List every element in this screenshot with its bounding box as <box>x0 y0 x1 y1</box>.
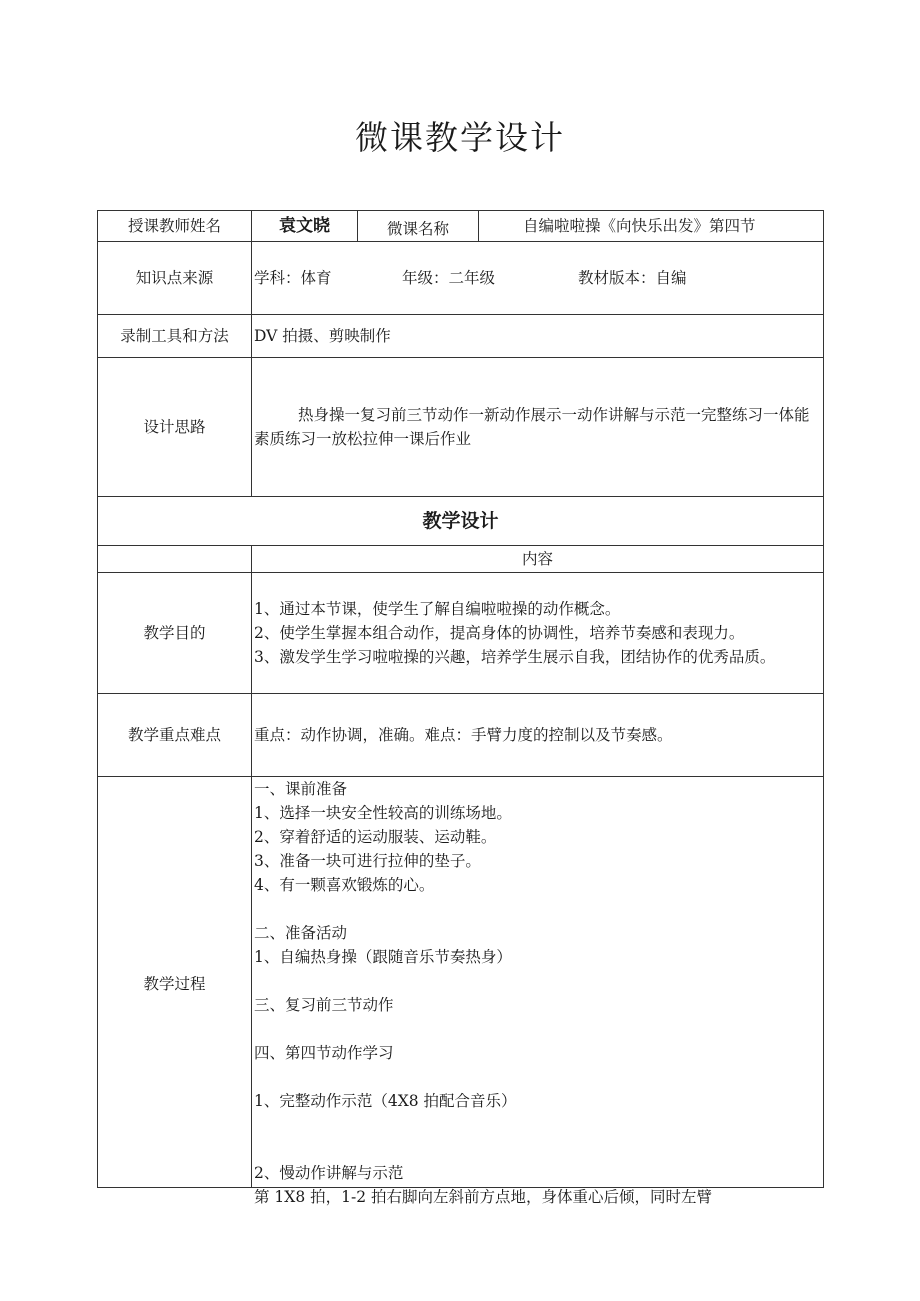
key-points-value: 重点：动作协调，准确。难点：手臂力度的控制以及节奏感。 <box>252 694 824 777</box>
process-line: 4、有一颗喜欢锻炼的心。 <box>254 876 435 894</box>
content-header-row <box>98 546 824 573</box>
objectives-label: 教学目的 <box>98 573 252 694</box>
section-heading-row <box>98 497 824 546</box>
process-line: 二、准备活动 <box>254 924 348 942</box>
objective-line: 1、通过本节课，使学生了解自编啦啦操的动作概念。 <box>254 600 621 618</box>
process-blank-line <box>254 969 823 993</box>
source-value <box>252 242 824 315</box>
lesson-design-table <box>97 210 824 1206</box>
empty-header-cell <box>98 546 252 573</box>
process-line: 1、选择一块安全性较高的训练场地。 <box>254 804 512 822</box>
process-row <box>98 777 824 1188</box>
process-blank-line <box>254 1065 823 1089</box>
process-lines <box>254 777 823 1206</box>
subject-text: 学科：体育 <box>254 269 332 287</box>
process-blank-line <box>254 897 823 921</box>
design-row <box>98 358 824 497</box>
process-value <box>252 777 824 1206</box>
content-header: 内容 <box>252 546 824 573</box>
source-label: 知识点来源 <box>98 242 252 315</box>
process-line: 四、第四节动作学习 <box>254 1044 394 1062</box>
objective-line: 2、使学生掌握本组合动作，提高身体的协调性，培养节奏感和表现力。 <box>254 624 745 642</box>
course-name: 自编啦啦操《向快乐出发》第四节 <box>479 211 824 242</box>
key-points-row <box>98 694 824 777</box>
section-heading: 教学设计 <box>98 497 824 546</box>
process-line: 三、复习前三节动作 <box>254 996 394 1014</box>
teacher-name: 袁文晓 <box>252 211 358 242</box>
objective-line: 3、激发学生学习啦啦操的兴趣，培养学生展示自我，团结协作的优秀品质。 <box>254 648 776 666</box>
objectives-value <box>252 573 824 694</box>
process-blank-line <box>254 1113 823 1137</box>
process-label-cell <box>98 777 252 1188</box>
process-line: 2、慢动作讲解与示范 <box>254 1164 404 1182</box>
process-line: 一、课前准备 <box>254 780 348 798</box>
teacher-row <box>98 211 824 242</box>
process-blank-line <box>254 1017 823 1041</box>
process-line: 1、完整动作示范（4X8 拍配合音乐） <box>254 1092 517 1110</box>
process-line: 1、自编热身操（跟随音乐节奏热身） <box>254 948 512 966</box>
source-row <box>98 242 824 315</box>
process-line: 第 1X8 拍，1-2 拍右脚向左斜前方点地，身体重心后倾，同时左臂 <box>254 1188 713 1206</box>
design-value: 热身操一复习前三节动作一新动作展示一动作讲解与示范一完整练习一体能素质练习一放松拉伸一课后作业 <box>252 358 824 497</box>
key-points-label: 教学重点难点 <box>98 694 252 777</box>
objectives-row <box>98 573 824 694</box>
tools-row <box>98 315 824 358</box>
process-line: 3、准备一块可进行拉伸的垫子。 <box>254 852 481 870</box>
teacher-label: 授课教师姓名 <box>98 211 252 242</box>
design-label: 设计思路 <box>98 358 252 497</box>
page-title: 微课教学设计 <box>355 118 565 157</box>
process-line: 2、穿着舒适的运动服装、运动鞋。 <box>254 828 497 846</box>
tools-label: 录制工具和方法 <box>98 315 252 358</box>
grade-text: 年级：二年级 <box>402 269 496 287</box>
process-blank-line <box>254 1137 823 1161</box>
edition-text: 教材版本：自编 <box>578 269 687 287</box>
process-label: 教学过程 <box>143 975 206 993</box>
tools-value: DV 拍摄、剪映制作 <box>252 315 824 358</box>
course-label: 微课名称 <box>358 211 479 242</box>
